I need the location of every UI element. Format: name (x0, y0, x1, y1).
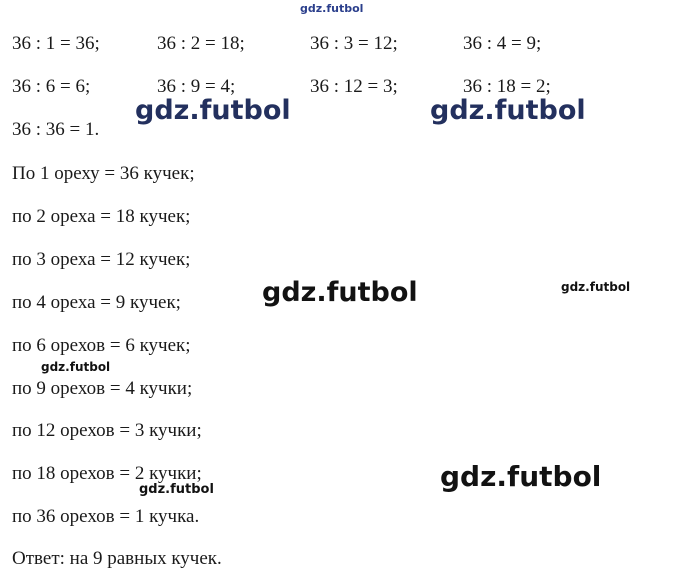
equation-cell: 36 : 3 = 12; (310, 33, 398, 54)
equation-cell: 36 : 1 = 36; (12, 33, 100, 54)
answer-line: Ответ: на 9 равных кучек. (12, 548, 222, 569)
equation-cell: 36 : 9 = 4; (157, 76, 236, 97)
text-line: по 9 орехов = 4 кучки; (12, 378, 193, 399)
text-line: по 3 ореха = 12 кучек; (12, 249, 191, 270)
equation-cell: 36 : 18 = 2; (463, 76, 551, 97)
watermark: gdz.futbol (561, 280, 631, 294)
text-line: по 6 орехов = 6 кучек; (12, 335, 191, 356)
watermark: gdz.futbol (430, 95, 586, 126)
equation-cell: 36 : 12 = 3; (310, 76, 398, 97)
text-line: по 4 ореха = 9 кучек; (12, 292, 181, 313)
equation-row (12, 119, 99, 141)
watermark: gdz.futbol (139, 482, 214, 497)
equation-cell: 36 : 36 = 1. (12, 119, 100, 140)
equation-cell: 36 : 4 = 9; (463, 33, 542, 54)
equation-cell: 36 : 2 = 18; (157, 33, 245, 54)
text-line: по 12 орехов = 3 кучки; (12, 420, 202, 441)
watermark: gdz.futbol (41, 360, 111, 374)
watermark: gdz.futbol (300, 2, 364, 15)
text-line: По 1 ореху = 36 кучек; (12, 163, 195, 184)
watermark: gdz.futbol (262, 277, 418, 308)
equation-row (12, 33, 541, 55)
text-line: по 18 орехов = 2 кучки; (12, 463, 202, 484)
watermark: gdz.futbol (135, 95, 291, 126)
watermark: gdz.futbol (440, 460, 602, 493)
equation-cell: 36 : 6 = 6; (12, 76, 91, 97)
text-line: по 36 орехов = 1 кучка. (12, 506, 200, 527)
text-line: по 2 ореха = 18 кучек; (12, 206, 191, 227)
